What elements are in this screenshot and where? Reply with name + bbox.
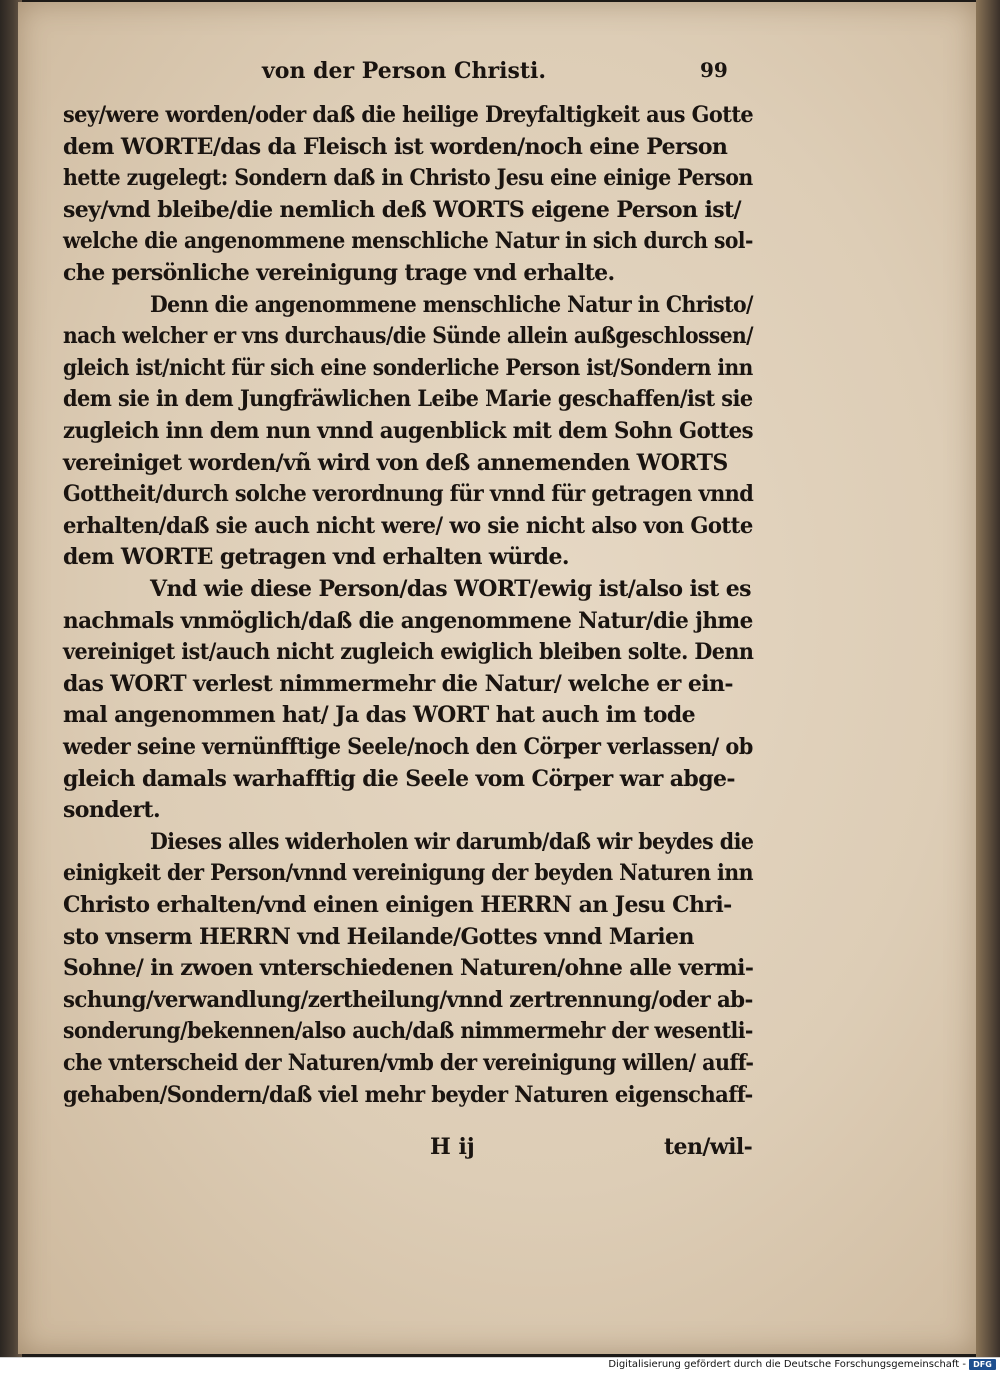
- text-line: erhalten/daß sie auch nicht were/ wo sie nicht also von Gotte: [63, 512, 753, 539]
- text-line: Dieses alles widerholen wir darumb/daß wir beydes die: [150, 828, 754, 855]
- text-line: nachmals vnmöglich/daß die angenommene Natur/die jhme: [63, 607, 753, 634]
- text-line: vereiniget worden/vñ wird von deß annemenden WORTS: [63, 449, 728, 476]
- dfg-logo: DFG: [969, 1359, 996, 1370]
- text-line: einigkeit der Person/vnnd vereinigung der beyden Naturen inn: [63, 860, 754, 887]
- text-line: zugleich inn dem nun vnnd augenblick mit dem Sohn Gottes: [63, 418, 754, 444]
- text-line: vereiniget ist/auch nicht zugleich ewiglich bleiben solte. Denn: [63, 639, 754, 666]
- text-line: sey/vnd bleibe/die nemlich deß WORTS eigene Person ist/: [63, 196, 741, 223]
- text-line: nach welcher er vns durchaus/die Sünde allein außgeschlossen/: [63, 323, 754, 350]
- page-edge: [976, 0, 1000, 1357]
- catchword: ten/wil-: [664, 1134, 753, 1160]
- text-line: sto vnserm HERRN vnd Heilande/Gottes vnnd Marien: [63, 923, 694, 950]
- text-line: sonderung/bekennen/also auch/daß nimmermehr der wesentli-: [63, 1018, 753, 1045]
- text-line: gleich damals warhafftig die Seele vom Cörper war abge-: [63, 765, 735, 792]
- text-line: mal angenommen hat/ Ja das WORT hat auch im tode: [63, 702, 696, 729]
- text-line: dem sie in dem Jungfräwlichen Leibe Marie geschaffen/ist sie: [63, 386, 753, 413]
- text-line: che persönliche vereinigung trage vnd erhalte.: [63, 260, 615, 286]
- text-line: weder seine vernünfftige Seele/noch den Cörper verlassen/ ob: [63, 734, 753, 760]
- text-line: Denn die angenommene menschliche Natur in Christo/: [150, 291, 753, 318]
- text-line: sondert.: [63, 797, 161, 824]
- text-line: Sohne/ in zwoen vnterschiedenen Naturen/ohne alle vermi-: [63, 955, 754, 982]
- text-line: gleich ist/nicht für sich eine sonderliche Person ist/Sondern inn: [63, 354, 753, 381]
- text-line: Vnd wie diese Person/das WORT/ewig ist/also ist es: [150, 576, 751, 602]
- text-line: gehaben/Sondern/daß viel mehr beyder Naturen eigenschaff-: [63, 1081, 753, 1108]
- text-line: Christo erhalten/vnd einen einigen HERRN an Jesu Chri-: [63, 892, 732, 918]
- text-line: schung/verwandlung/zertheilung/vnnd zertrennung/oder ab-: [63, 986, 753, 1013]
- text-line: dem WORTE getragen vnd erhalten würde.: [63, 544, 569, 571]
- text-line: das WORT verlest nimmermehr die Natur/ welche er ein-: [63, 670, 733, 697]
- text-line: che vnterscheid der Naturen/vmb der vereinigung willen/ auff-: [63, 1050, 754, 1076]
- signature-mark: H ij: [430, 1134, 475, 1160]
- text-line: sey/were worden/oder daß die heilige Dreyfaltigkeit aus Gotte: [63, 102, 754, 128]
- page-number: 99: [700, 58, 728, 82]
- running-head: von der Person Christi.: [262, 58, 547, 84]
- text-line: welche die angenommene menschliche Natur in sich durch sol-: [63, 228, 753, 255]
- text-line: hette zugelegt: Sondern daß in Christo Jesu eine einige Person: [63, 165, 753, 192]
- funding-credit: Digitalisierung gefördert durch die Deutsche Forschungsgemeinschaft -: [608, 1359, 966, 1370]
- text-line: dem WORTE/das da Fleisch ist worden/noch eine Person: [63, 133, 728, 160]
- text-line: Gottheit/durch solche verordnung für vnnd für getragen vnnd: [63, 481, 754, 508]
